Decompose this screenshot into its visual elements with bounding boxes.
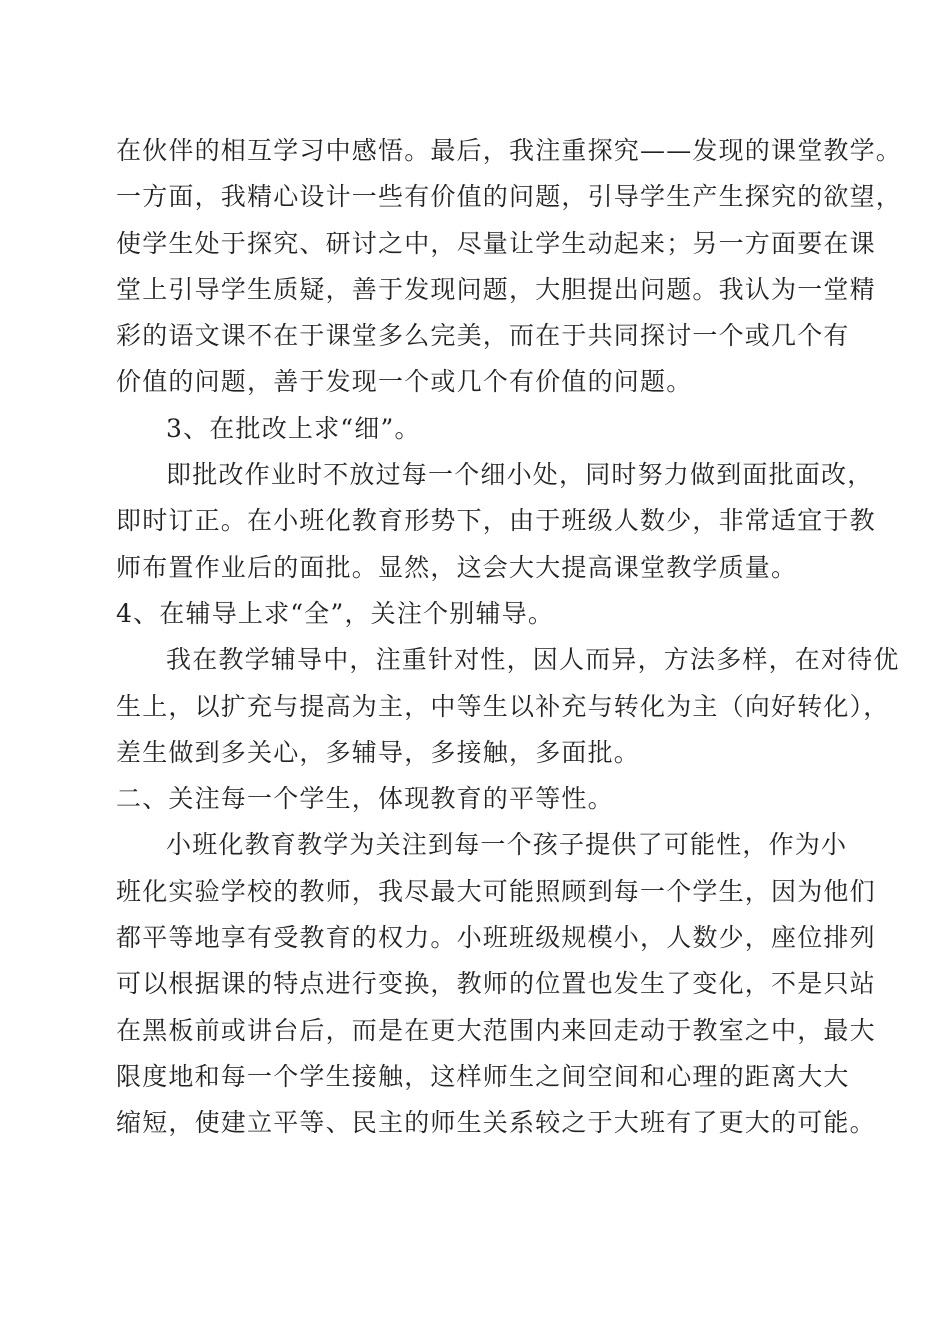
text-line: 即批改作业时不放过每一个细小处，同时努力做到面批面改， [166,460,874,490]
text-line: 可以根据课的特点进行变换，教师的位置也发生了变化，不是只站 [116,969,876,999]
text-line: 一方面，我精心设计一些有价值的问题，引导学生产生探究的欲望， [116,182,903,212]
text-line: 在黑板前或讲台后，而是在更大范围内来回走动于教室之中，最大 [116,1015,876,1045]
text-line: 师布置作业后的面批。显然，这会大大提高课堂教学质量。 [116,552,798,582]
text-line: 缩短，使建立平等、民主的师生关系较之于大班有了更大的可能。 [116,1108,876,1138]
subheading-line: 3、在批改上求“细”。 [166,413,421,443]
text-line: 班化实验学校的教师，我尽最大可能照顾到每一个学生，因为他们 [116,876,876,906]
text-line: 即时订正。在小班化教育形势下，由于班级人数少，非常适宜于教 [116,506,876,536]
text-line: 都平等地享有受教育的权力。小班班级规模小，人数少，座位排列 [116,923,876,953]
section-heading-line: 二、关注每一个学生，体现教育的平等性。 [116,784,614,814]
text-line: 使学生处于探究、研讨之中，尽量让学生动起来；另一方面要在课 [116,228,876,258]
text-line: 彩的语文课不在于课堂多么完美，而在于共同探讨一个或几个有 [116,321,850,351]
text-line: 价值的问题，善于发现一个或几个有价值的问题。 [116,367,693,397]
subheading-line: 4、在辅导上求“全”，关注个别辅导。 [116,598,555,628]
text-line: 小班化教育教学为关注到每一个孩子提供了可能性，作为小 [166,830,848,860]
text-line: 堂上引导学生质疑，善于发现问题，大胆提出问题。我认为一堂精 [116,274,876,304]
text-line: 在伙伴的相互学习中感悟。最后，我注重探究——发现的课堂教学。 [116,136,903,165]
body-text [116,128,903,1147]
text-line: 限度地和每一个学生接触，这样师生之间空间和心理的距离大大 [116,1061,850,1091]
text-line: 差生做到多关心，多辅导，多接触，多面批。 [116,737,641,767]
text-line: 生上，以扩充与提高为主，中等生以补充与转化为主（向好转化）， [116,691,890,721]
text-line: 我在教学辅导中，注重针对性，因人而异，方法多样，在对待优 [166,645,900,675]
